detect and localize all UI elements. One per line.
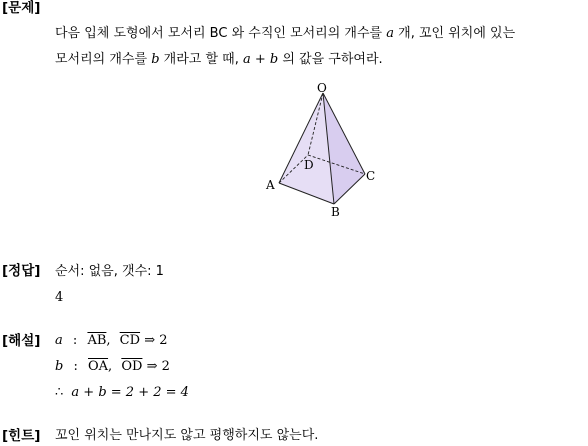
explanation-row-b [55,359,170,375]
problem-line-1-end: 개, 꼬인 위치에 있는 [398,26,516,41]
segment-OA: $\overline{OA}$ [88,359,109,374]
row-b-result: ⇒ 2 [146,359,170,374]
segment-OD: $\overline{OD}$ [121,359,143,374]
segment-CD: $\overline{CD}$ [119,333,141,348]
problem-label: [문제] [2,0,41,16]
explanation-label: [해설] [2,333,41,349]
row-b-comma: , [108,359,113,374]
problem-line-2-end: 의 값을 구하여라. [282,52,383,67]
vertex-label-D: D [304,158,314,172]
row-b-colon: : [73,359,78,374]
answer-label: [정답] [2,263,41,279]
variable-b: b [151,52,160,67]
problem-line-2-mid: 개라고 할 때, [163,52,239,67]
explanation-row-a [55,333,167,349]
variable-a: a [386,26,395,41]
sum-result: a + b = 2 + 2 = 4 [71,385,189,400]
answer-line-1: 순서: 없음, 갯수: 1 [55,264,164,279]
vertex-label-A: A [266,178,275,192]
hint-label: [힌트] [2,428,41,444]
row-a-comma: , [106,333,111,348]
sum-expression: a + b [242,52,279,67]
vertex-label-O: O [317,81,327,95]
therefore-symbol: ∴ [55,385,64,400]
explanation-row-sum [55,385,189,401]
row-a-result: ⇒ 2 [144,333,168,348]
row-b-variable: b [55,359,64,374]
row-a-colon: : [72,333,78,348]
answer-value: 4 [55,290,64,305]
problem-line-1-start: 다음 입체 도형에서 모서리 BC 와 수직인 모서리의 개수를 [55,26,383,41]
segment-AB: $\overline{AB}$ [87,333,107,348]
problem-line-2-start: 모서리의 개수를 [55,52,148,67]
hint-text: 꼬인 위치는 만나지도 않고 평행하지도 않는다. [55,428,319,443]
vertex-label-C: C [366,169,376,183]
vertex-label-B: B [331,205,340,219]
row-a-variable: a [55,333,63,348]
